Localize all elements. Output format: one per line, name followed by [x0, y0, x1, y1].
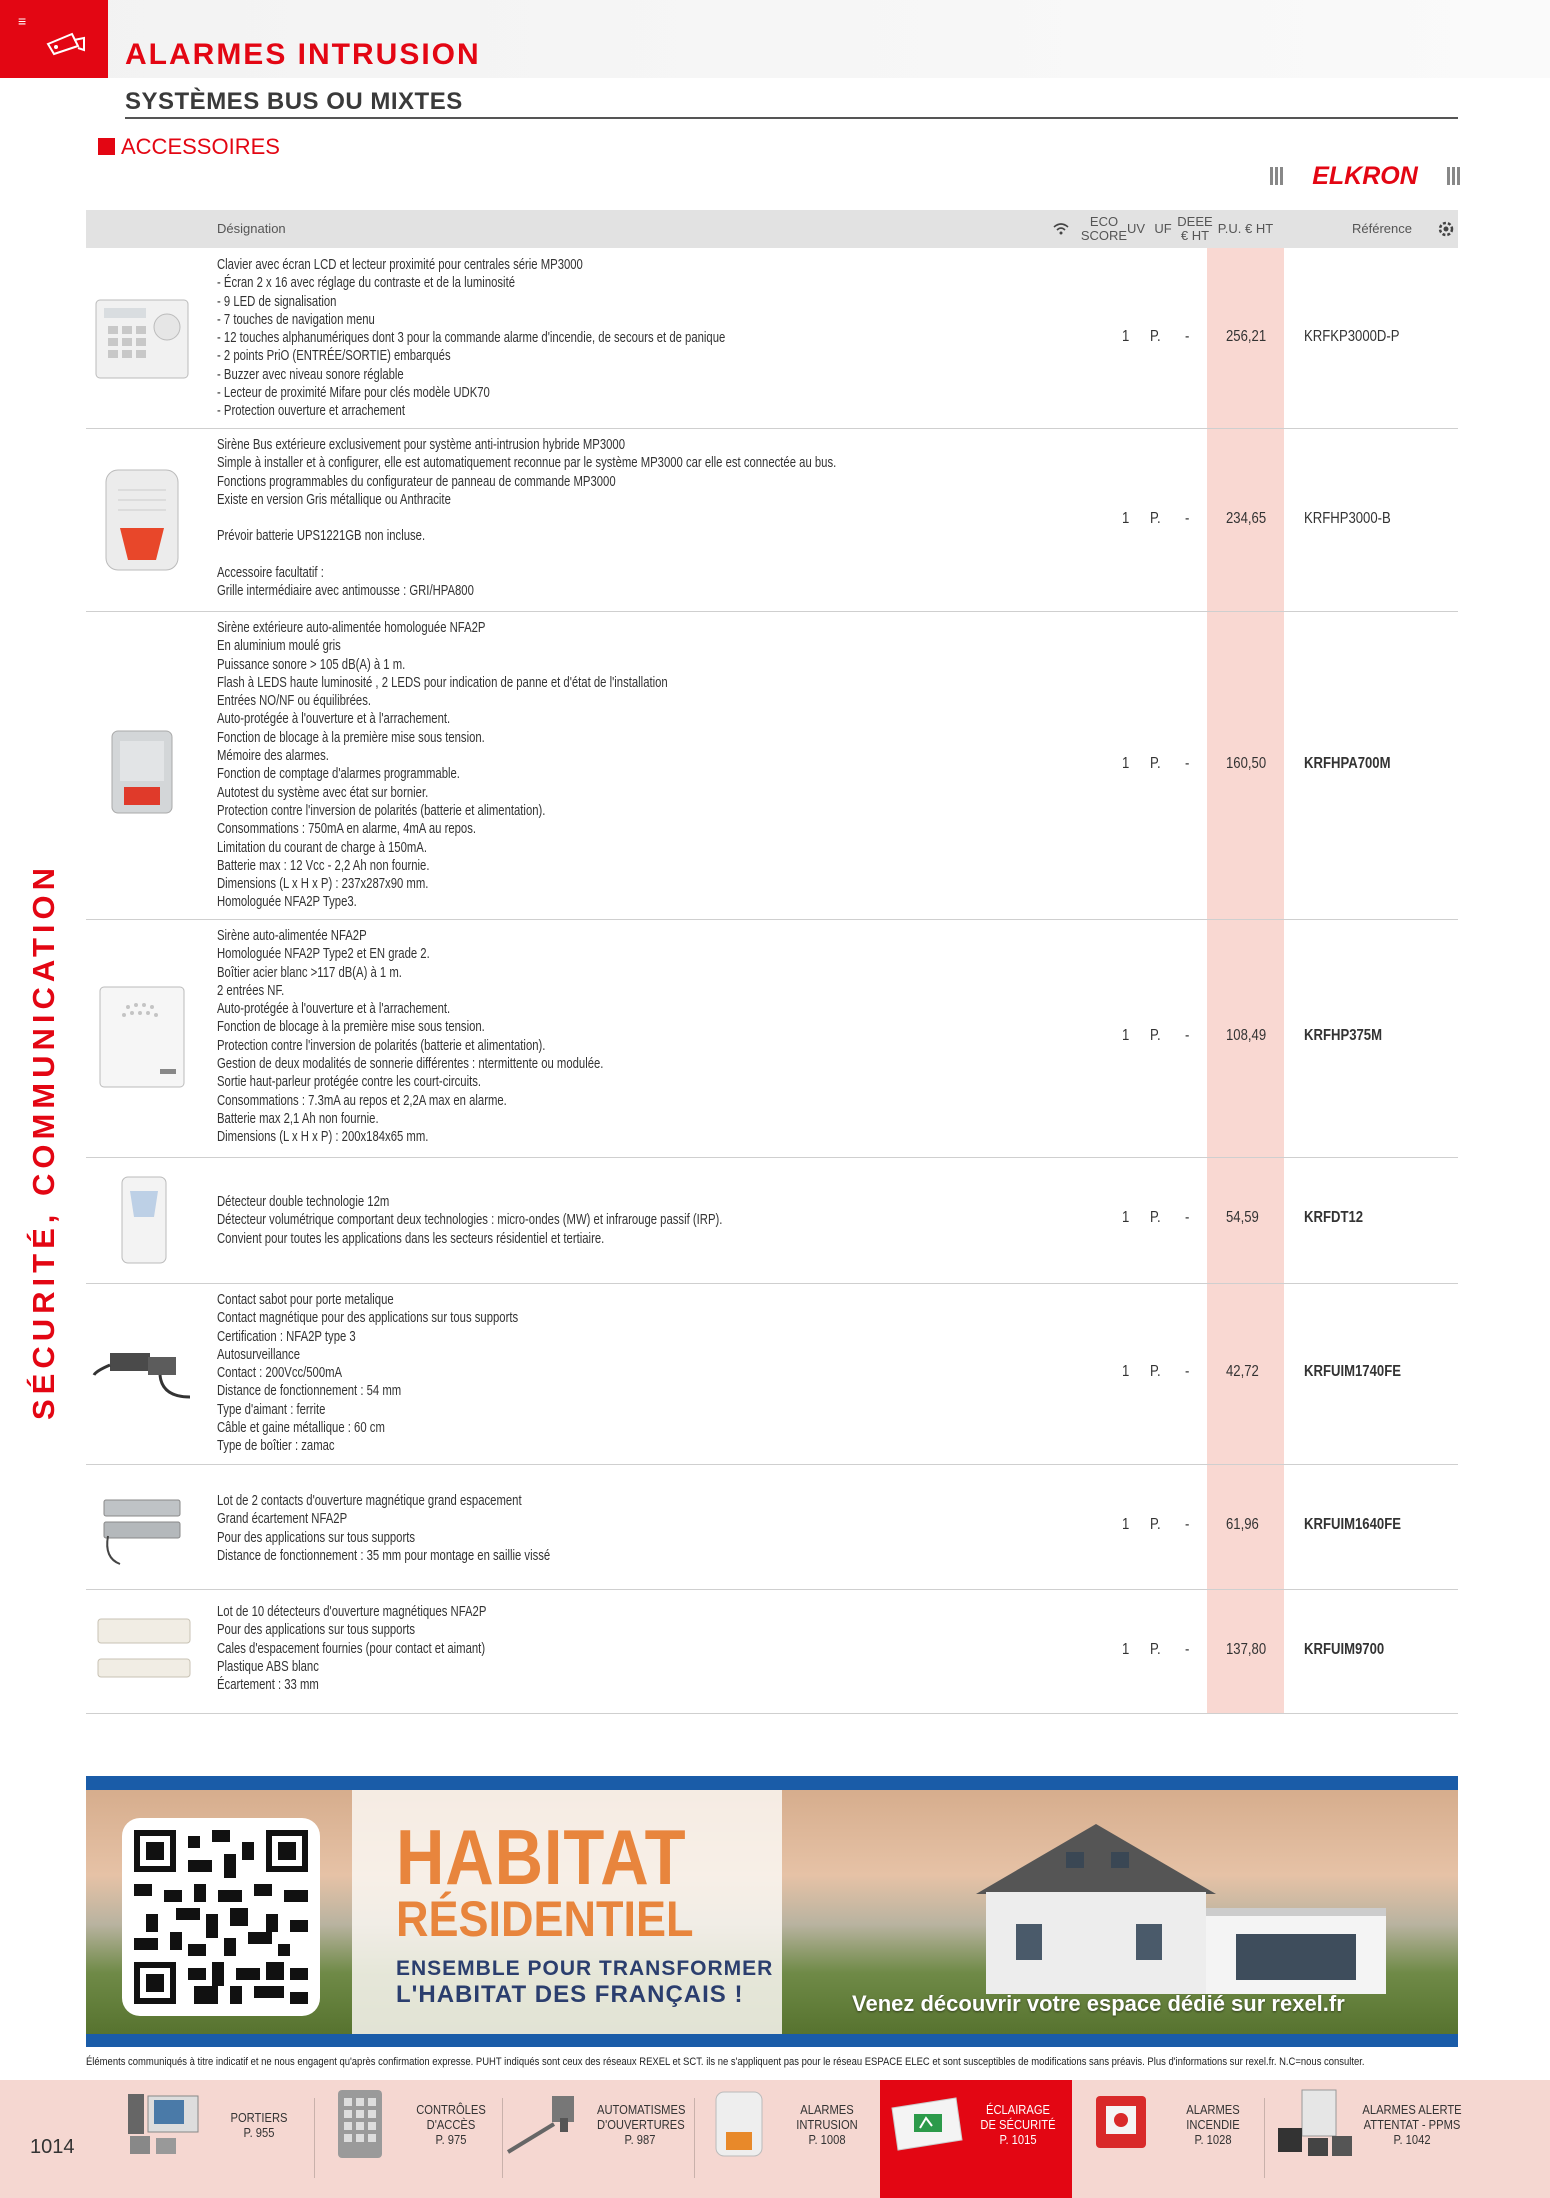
footer-nav — [0, 2080, 1550, 2198]
footer-item-alarmes-attentat[interactable] — [1266, 2080, 1462, 2198]
footer-item-controles[interactable] — [316, 2080, 502, 2198]
square-bullet-icon — [98, 138, 115, 155]
footer-item-eclairage[interactable] — [880, 2080, 1072, 2198]
side-category-label: SÉCURITÉ, COMMUNICATION — [26, 862, 61, 1420]
product-description: Sirène auto-alimentée NFA2P Homologuée NFA2P Type2 et EN grade 2. Boîtier acier blanc >117 dB(A) à 1 m. 2 entrées NF. Auto-protégée à l'ouverture et à l'arrachement. Fonction de blocage à la première mise sous tension. Protection contre l'inversion de polarités (batterie et alimentation). Gestion de deux modalités de sonnerie différentes : ntermittente ou modulée. Sortie haut-parleur protégée contre les court-circuits. Consommations : 7.3mA au repos et 2,2A max en alarme. Batterie max 2,1 Ah non fournie. Dimensions (L x H x P) : 200x184x65 mm. — [217, 928, 604, 1146]
alert-panel-icon — [1274, 2088, 1356, 2160]
col-designation: Désignation — [217, 221, 286, 237]
page-number: 1014 — [30, 2136, 75, 2158]
banner-cta[interactable]: Venez découvrir votre espace dédié sur rexel.fr — [852, 1991, 1345, 2016]
intercom-icon — [122, 2088, 204, 2160]
uv-value: 1 — [1122, 1641, 1130, 1658]
deee-value: - — [1185, 1641, 1190, 1658]
uf-value: P. — [1150, 1363, 1161, 1380]
reference-value[interactable]: KRFUIM1740FE — [1304, 1363, 1401, 1380]
price-value: 160,50 — [1226, 755, 1267, 772]
footer-item-label: ALARMES INCENDIE P. 1028 — [1186, 2102, 1240, 2147]
table-row — [86, 611, 1458, 920]
product-description: Clavier avec écran LCD et lecteur proximité pour centrales série MP3000 - Écran 2 x 16 avec réglage du contraste et de la luminosité - 9 LED de signalisation - 7 touches de navigation menu - 12 touches alphanumériques dont 3 pour la commande alarme d'incendie, de secours et de panique - 2 points PriO (ENTRÉE/SORTIE) embarqués - Buzzer avec niveau sonore réglable - Lecteur de proximité Mifare pour clés modèle UDK70 - Protection ouverture et arrachement — [217, 257, 726, 420]
table-header — [86, 210, 1458, 248]
deee-value: - — [1185, 510, 1190, 527]
uf-value: P. — [1150, 510, 1161, 527]
category-badge[interactable] — [0, 0, 108, 78]
uf-value: P. — [1150, 755, 1161, 772]
price-value: 108,49 — [1226, 1027, 1267, 1044]
uf-value: P. — [1150, 1209, 1161, 1226]
product-description: Détecteur double technologie 12m Détecteur volumétrique comportant deux technologies : micro-ondes (MW) et infrarouge passif (IRP). Convient pour toutes les applications dans les secteurs résidentiel et tertiaire. — [217, 1194, 723, 1247]
product-description: Contact sabot pour porte metalique Contact magnétique pour des applications sur tous supports Certification : NFA2P type 3 Autosurveillance Contact : 200Vcc/500mA Distance de fonctionnement : 54 mm Type d'aimant : ferrite Câble et gaine métallique : 60 cm Type de boîtier : zamac — [217, 1292, 519, 1455]
col-uf: UF — [1154, 221, 1172, 237]
price-value: 54,59 — [1226, 1209, 1259, 1226]
promo-banner[interactable] — [86, 1776, 1458, 2047]
col-price: P.U. € HT — [1217, 221, 1274, 237]
price-value: 61,96 — [1226, 1516, 1259, 1533]
footer-divider — [1264, 2098, 1265, 2178]
uv-value: 1 — [1122, 1363, 1130, 1380]
footer-item-alarmes-intrusion[interactable] — [696, 2080, 878, 2198]
house-illustration — [946, 1804, 1416, 2004]
table-row — [86, 428, 1458, 612]
wifi-icon — [1046, 210, 1076, 248]
price-value: 42,72 — [1226, 1363, 1259, 1380]
footer-item-label: ALARMES ALERTE ATTENTAT - PPMS P. 1042 — [1362, 2102, 1462, 2147]
reference-value[interactable]: KRFHP3000-B — [1304, 510, 1391, 527]
deee-value: - — [1185, 1209, 1190, 1226]
product-description: Lot de 10 détecteurs d'ouverture magnétiques NFA2P Pour des applications sur tous supports Cales d'espacement fournies (pour contact et aimant) Plastique ABS blanc Écartement : 33 mm — [217, 1604, 487, 1694]
qr-code-icon[interactable] — [134, 1830, 308, 2004]
footer-item-label: PORTIERS P. 955 — [230, 2110, 288, 2140]
table-row — [86, 919, 1458, 1158]
uv-value: 1 — [1122, 1516, 1130, 1533]
brand-logo — [1270, 161, 1460, 189]
magnetic-contact-image — [90, 1478, 194, 1578]
uf-value: P. — [1150, 328, 1161, 345]
section-label: ACCESSOIRES — [121, 134, 280, 159]
reference-value[interactable]: KRFHP375M — [1304, 1027, 1383, 1044]
siren-icon — [700, 2088, 782, 2160]
uv-value: 1 — [1122, 328, 1130, 345]
deee-value: - — [1185, 755, 1190, 772]
siren-image — [90, 981, 194, 1093]
deee-value: - — [1185, 1516, 1190, 1533]
svg-text:ELKRON: ELKRON — [1312, 162, 1418, 189]
table-row — [86, 1464, 1458, 1590]
reference-value[interactable]: KRFUIM1640FE — [1304, 1516, 1401, 1533]
banner-tagline-1: ENSEMBLE POUR TRANSFORMER — [396, 1957, 774, 1980]
door-contact-image — [90, 1331, 194, 1415]
keypad-image — [90, 286, 194, 390]
deee-value: - — [1185, 328, 1190, 345]
uf-value: P. — [1150, 1516, 1161, 1533]
table-row — [86, 1283, 1458, 1465]
detector-image — [90, 1173, 194, 1269]
price-value: 234,65 — [1226, 510, 1267, 527]
gear-icon[interactable] — [1434, 210, 1458, 248]
reference-value[interactable]: KRFHPA700M — [1304, 755, 1391, 772]
banner-tagline-2: L'HABITAT DES FRANÇAIS ! — [396, 1981, 744, 2008]
footer-item-label: ALARMES INTRUSION P. 1008 — [796, 2102, 858, 2147]
uv-value: 1 — [1122, 510, 1130, 527]
camera-icon — [44, 30, 88, 56]
reference-value[interactable]: KRFKP3000D-P — [1304, 328, 1400, 345]
footer-divider — [314, 2098, 315, 2178]
table-row — [86, 1589, 1458, 1714]
emergency-light-icon — [886, 2088, 968, 2160]
footer-item-alarmes-incendie[interactable] — [1074, 2080, 1264, 2198]
fire-alarm-icon — [1082, 2088, 1164, 2160]
uv-value: 1 — [1122, 1209, 1130, 1226]
table-row — [86, 1157, 1458, 1284]
banner-title: HABITAT — [396, 1813, 687, 1901]
reference-value[interactable]: KRFDT12 — [1304, 1209, 1364, 1226]
keypad-icon — [320, 2088, 402, 2160]
uf-value: P. — [1150, 1641, 1161, 1658]
menu-icon[interactable]: ≡ — [18, 13, 27, 29]
page-title: ALARMES INTRUSION — [125, 38, 481, 71]
uv-value: 1 — [1122, 755, 1130, 772]
product-description: Sirène extérieure auto-alimentée homologuée NFA2P En aluminium moulé gris Puissance sonore > 105 dB(A) à 1 m. Flash à LEDS haute luminosité , 2 LEDS pour indication de panne et d'état de l'installation Entrées NO/NF ou équilibrées. Auto-protégée à l'ouverture et à l'arrachement. Fonction de blocage à la première mise sous tension. Mémoire des alarmes. Fonction de comptage d'alarmes programmable. Autotest du système avec état sur bornier. Protection contre l'inversion de polarités (batterie et alimentation). Consommations : 750mA en alarme, 4mA au repos. Limitation du courant de charge à 150mA. Batterie max : 12 Vcc - 2,2 Ah non fournie. Dimensions (L x H x P) : 237x287x90 mm. Homologuée NFA2P Type3. — [217, 620, 668, 911]
gate-motor-icon — [504, 2088, 586, 2160]
col-deee: DEEE € HT — [1177, 214, 1213, 243]
reference-value[interactable]: KRFUIM9700 — [1304, 1641, 1385, 1658]
table-row — [86, 248, 1458, 429]
opening-detector-image — [90, 1609, 194, 1689]
product-description: Lot de 2 contacts d'ouverture magnétique grand espacement Grand écartement NFA2P Pour des applications sur tous supports Distance de fonctionnement : 35 mm pour montage en saillie vissé — [217, 1493, 551, 1564]
footer-item-automatismes[interactable] — [504, 2080, 694, 2198]
footer-item-label: ÉCLAIRAGE DE SÉCURITÉ P. 1015 — [980, 2102, 1056, 2147]
price-value: 137,80 — [1226, 1641, 1267, 1658]
deee-value: - — [1185, 1363, 1190, 1380]
footer-item-portiers[interactable] — [118, 2080, 314, 2198]
footer-item-label: AUTOMATISMES D'OUVERTURES P. 987 — [597, 2102, 686, 2147]
footer-divider — [502, 2098, 503, 2178]
banner-subtitle: RÉSIDENTIEL — [396, 1891, 694, 1947]
col-uv: UV — [1126, 221, 1146, 237]
col-eco-score: ECO SCORE — [1080, 214, 1128, 243]
uf-value: P. — [1150, 1027, 1161, 1044]
title-divider — [125, 117, 1458, 119]
siren-image — [90, 723, 194, 823]
uv-value: 1 — [1122, 1027, 1130, 1044]
page-subtitle: SYSTÈMES BUS OU MIXTES — [125, 88, 463, 115]
col-reference: Référence — [1352, 221, 1412, 237]
price-value: 256,21 — [1226, 328, 1267, 345]
footer-divider — [694, 2098, 695, 2178]
section-heading — [98, 134, 280, 160]
siren-image — [90, 462, 194, 580]
disclaimer-text: Éléments communiqués à titre indicatif et ne nous engagent qu'après confirmation expresse. PUHT indiqués sont ceux des réseaux REXEL et SCT. ils ne s'appliquent pas pour le réseau ESPACE ELEC et sont susceptibles de modifications sans préavis. Plus d'informations sur rexel.fr. N.C=nous consulter. — [86, 2056, 1365, 2068]
footer-item-label: CONTRÔLES D'ACCÈS P. 975 — [416, 2102, 486, 2147]
deee-value: - — [1185, 1027, 1190, 1044]
product-description: Sirène Bus extérieure exclusivement pour système anti-intrusion hybride MP3000 Simple à installer et à configurer, elle est automatiquement reconnue par le système MP3000 car elle est connectée au bus. Fonctions programmables du configurateur de panneau de commande MP3000 Existe en version Gris métallique ou Anthracite Prévoir batterie UPS1221GB non incluse. Accessoire facultatif : Grille intermédiaire avec antimousse : GRI/HPA800 — [217, 437, 837, 600]
